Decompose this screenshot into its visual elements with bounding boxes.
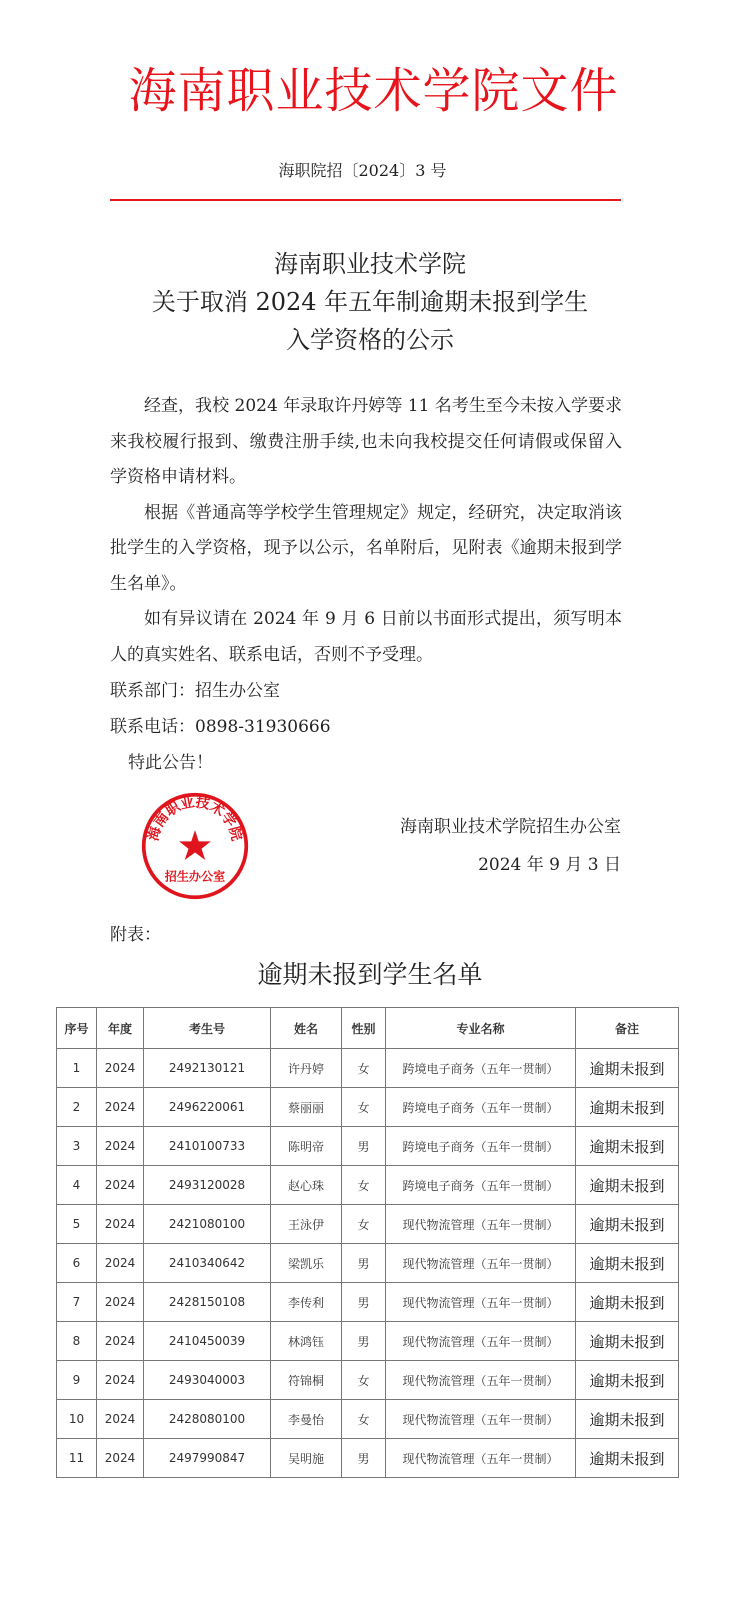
cell-student-name: 李传利 (271, 1283, 342, 1322)
table-row (57, 1049, 679, 1088)
cell-gender: 男 (342, 1283, 386, 1322)
cell-major: 现代物流管理（五年一贯制） (386, 1400, 576, 1439)
cell-row-number: 6 (57, 1244, 97, 1283)
cell-row-number: 10 (57, 1400, 97, 1439)
cell-year: 2024 (97, 1049, 144, 1088)
table-row (57, 1244, 679, 1283)
student-list-table (56, 1007, 679, 1478)
cell-year: 2024 (97, 1127, 144, 1166)
cell-exam-id: 2410100733 (144, 1127, 271, 1166)
document-header-title: 海南职业技术学院文件 (128, 63, 619, 119)
table-row (57, 1088, 679, 1127)
header-divider (110, 199, 621, 201)
cell-year: 2024 (97, 1205, 144, 1244)
cell-remark: 逾期未报到 (576, 1088, 679, 1127)
notice-title-line2: 关于取消 2024 年五年制逾期未报到学生 (151, 288, 589, 316)
cell-remark: 逾期未报到 (576, 1400, 679, 1439)
notice-title (0, 245, 747, 359)
table-row (57, 1166, 679, 1205)
cell-exam-id: 2492130121 (144, 1049, 271, 1088)
cell-year: 2024 (97, 1283, 144, 1322)
document-number: 海职院招〔2024〕3 号 (278, 161, 447, 180)
cell-major: 跨境电子商务（五年一贯制） (386, 1166, 576, 1205)
cell-row-number: 1 (57, 1049, 97, 1088)
table-row (57, 1439, 679, 1478)
cell-major: 跨境电子商务（五年一贯制） (386, 1088, 576, 1127)
cell-student-name: 符锦桐 (271, 1361, 342, 1400)
cell-gender: 女 (342, 1166, 386, 1205)
cell-gender: 男 (342, 1244, 386, 1283)
cell-remark: 逾期未报到 (576, 1322, 679, 1361)
signature-office: 海南职业技术学院招生办公室 (400, 817, 621, 837)
cell-row-number: 8 (57, 1322, 97, 1361)
column-header: 备注 (576, 1008, 679, 1049)
cell-major: 现代物流管理（五年一贯制） (386, 1361, 576, 1400)
cell-remark: 逾期未报到 (576, 1283, 679, 1322)
cell-major: 现代物流管理（五年一贯制） (386, 1439, 576, 1478)
signature-block (0, 785, 747, 907)
official-seal (140, 791, 250, 901)
cell-exam-id: 2497990847 (144, 1439, 271, 1478)
signature-date: 2024 年 9 月 3 日 (478, 855, 621, 875)
cell-major: 跨境电子商务（五年一贯制） (386, 1049, 576, 1088)
table-header-row (57, 1008, 679, 1049)
cell-year: 2024 (97, 1244, 144, 1283)
cell-major: 现代物流管理（五年一贯制） (386, 1283, 576, 1322)
cell-student-name: 李曼怡 (271, 1400, 342, 1439)
appendix-label: 附表： (110, 925, 161, 945)
cell-exam-id: 2493040003 (144, 1361, 271, 1400)
notice-body (110, 389, 622, 673)
table-row (57, 1400, 679, 1439)
cell-gender: 男 (342, 1127, 386, 1166)
star-icon (179, 830, 211, 860)
appendix-table-title: 逾期未报到学生名单 (257, 960, 483, 989)
column-header: 考生号 (144, 1008, 271, 1049)
cell-year: 2024 (97, 1361, 144, 1400)
cell-remark: 逾期未报到 (576, 1361, 679, 1400)
notice-title-line3: 入学资格的公示 (286, 326, 454, 354)
cell-student-name: 王泳伊 (271, 1205, 342, 1244)
body-paragraph-2: 根据《普通高等学校学生管理规定》规定，经研究，决定取消该批学生的入学资格，现予以公示，名单附后，见附表《逾期未报到学生名单》。 (110, 502, 622, 594)
column-header: 专业名称 (386, 1008, 576, 1049)
cell-student-name: 赵心珠 (271, 1166, 342, 1205)
cell-row-number: 9 (57, 1361, 97, 1400)
cell-major: 跨境电子商务（五年一贯制） (386, 1127, 576, 1166)
cell-major: 现代物流管理（五年一贯制） (386, 1322, 576, 1361)
cell-year: 2024 (97, 1322, 144, 1361)
cell-student-name: 吴明施 (271, 1439, 342, 1478)
column-header: 姓名 (271, 1008, 342, 1049)
cell-row-number: 11 (57, 1439, 97, 1478)
table-row (57, 1127, 679, 1166)
cell-student-name: 许丹婷 (271, 1049, 342, 1088)
cell-student-name: 林鸿钰 (271, 1322, 342, 1361)
cell-exam-id: 2493120028 (144, 1166, 271, 1205)
cell-row-number: 4 (57, 1166, 97, 1205)
cell-major: 现代物流管理（五年一贯制） (386, 1244, 576, 1283)
table-row (57, 1322, 679, 1361)
cell-remark: 逾期未报到 (576, 1439, 679, 1478)
svg-text:海南职业技术学院: 海南职业技术学院 (145, 794, 245, 843)
cell-row-number: 5 (57, 1205, 97, 1244)
cell-row-number: 3 (57, 1127, 97, 1166)
cell-gender: 女 (342, 1049, 386, 1088)
cell-gender: 女 (342, 1400, 386, 1439)
body-paragraph-1: 经查，我校 2024 年录取许丹婷等 11 名考生至今未按入学要求来我校履行报到、缴费注册手续,也未向我校提交任何请假或保留入学资格申请材料。 (110, 396, 622, 487)
cell-student-name: 梁凯乐 (271, 1244, 342, 1283)
svg-text:招生办公室: 招生办公室 (164, 869, 226, 884)
column-header: 性别 (342, 1008, 386, 1049)
contact-department: 联系部门：招生办公室 (110, 681, 280, 701)
notice-title-line1: 海南职业技术学院 (274, 250, 466, 278)
table-row (57, 1361, 679, 1400)
column-header: 序号 (57, 1008, 97, 1049)
cell-gender: 男 (342, 1439, 386, 1478)
cell-gender: 女 (342, 1088, 386, 1127)
column-header: 年度 (97, 1008, 144, 1049)
cell-exam-id: 2410340642 (144, 1244, 271, 1283)
cell-student-name: 蔡丽丽 (271, 1088, 342, 1127)
cell-year: 2024 (97, 1088, 144, 1127)
table-row (57, 1205, 679, 1244)
contact-phone: 联系电话：0898-31930666 (110, 717, 331, 737)
cell-remark: 逾期未报到 (576, 1127, 679, 1166)
cell-remark: 逾期未报到 (576, 1244, 679, 1283)
cell-row-number: 7 (57, 1283, 97, 1322)
cell-student-name: 陈明帝 (271, 1127, 342, 1166)
cell-remark: 逾期未报到 (576, 1166, 679, 1205)
cell-exam-id: 2428080100 (144, 1400, 271, 1439)
cell-year: 2024 (97, 1400, 144, 1439)
cell-exam-id: 2410450039 (144, 1322, 271, 1361)
cell-year: 2024 (97, 1439, 144, 1478)
table-row (57, 1283, 679, 1322)
cell-gender: 女 (342, 1205, 386, 1244)
cell-exam-id: 2428150108 (144, 1283, 271, 1322)
cell-gender: 女 (342, 1361, 386, 1400)
cell-exam-id: 2421080100 (144, 1205, 271, 1244)
cell-row-number: 2 (57, 1088, 97, 1127)
cell-exam-id: 2496220061 (144, 1088, 271, 1127)
cell-remark: 逾期未报到 (576, 1205, 679, 1244)
cell-major: 现代物流管理（五年一贯制） (386, 1205, 576, 1244)
body-paragraph-3: 如有异议请在 2024 年 9 月 6 日前以书面形式提出，须写明本人的真实姓名、联系电话，否则不予受理。 (110, 609, 622, 665)
cell-remark: 逾期未报到 (576, 1049, 679, 1088)
closing-remark: 特此公告！ (128, 753, 213, 773)
cell-gender: 男 (342, 1322, 386, 1361)
cell-year: 2024 (97, 1166, 144, 1205)
